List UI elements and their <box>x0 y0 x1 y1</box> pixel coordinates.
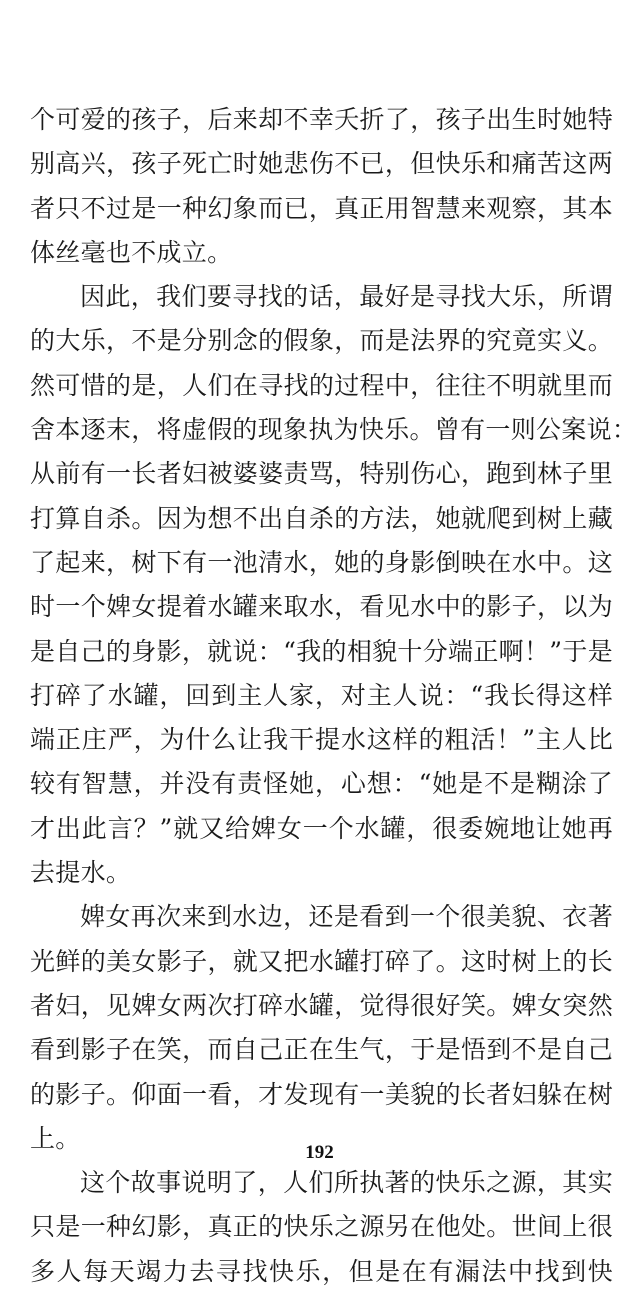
text-line: 舍本逐末，将虚假的现象执为快乐。曾有一则公案说： <box>30 415 638 445</box>
text-line: 看到影子在笑，而自己正在生气，于是悟到不是自己 <box>30 1035 613 1065</box>
text-line: 是自己的身影，就说：“我的相貌十分端正啊！”于是 <box>30 636 613 666</box>
text-line: 这个故事说明了，人们所执著的快乐之源，其实 <box>80 1168 613 1198</box>
text-line: 时一个婢女提着水罐来取水，看见水中的影子，以为 <box>30 592 613 622</box>
text-line: 者只不过是一种幻象而已，真正用智慧来观察，其本 <box>30 193 613 223</box>
text-line: 较有智慧，并没有责怪她，心想：“她是不是糊涂了 <box>30 769 613 799</box>
text-line: 多人每天竭力去寻找快乐，但是在有漏法中找到快 <box>30 1256 613 1286</box>
text-line: 打算自杀。因为想不出自杀的方法，她就爬到树上藏 <box>30 503 613 533</box>
text-line: 然可惜的是，人们在寻找的过程中，往往不明就里而 <box>30 370 613 400</box>
text-line: 端正庄严，为什么让我干提水这样的粗活！”主人比 <box>30 725 613 755</box>
text-line: 光鲜的美女影子，就又把水罐打碎了。这时树上的长 <box>30 946 613 976</box>
text-line: 体丝毫也不成立。 <box>30 237 233 267</box>
text-line: 因此，我们要寻找的话，最好是寻找大乐，所谓 <box>80 282 613 312</box>
page-number: 192 <box>305 1142 334 1163</box>
text-line: 上。 <box>30 1123 81 1153</box>
text-line: 的影子。仰面一看，才发现有一美貌的长者妇躲在树 <box>30 1079 613 1109</box>
text-line: 才出此言？”就又给婢女一个水罐，很委婉地让她再 <box>30 813 613 843</box>
text-line: 个可爱的孩子，后来却不幸夭折了，孩子出生时她特 <box>30 105 613 134</box>
text-line: 婢女再次来到水边，还是看到一个很美貌、衣著 <box>80 902 613 932</box>
page-body <box>30 98 638 1294</box>
text-line: 去提水。 <box>30 858 132 888</box>
text-line: 打碎了水罐，回到主人家，对主人说：“我长得这样 <box>30 680 613 710</box>
text-line: 别高兴，孩子死亡时她悲伤不已，但快乐和痛苦这两 <box>30 149 613 179</box>
text-line: 了起来，树下有一池清水，她的身影倒映在水中。这 <box>30 547 613 577</box>
text-line: 只是一种幻影，真正的快乐之源另在他处。世间上很 <box>30 1212 613 1242</box>
text-line: 的大乐，不是分别念的假象，而是法界的究竟实义。 <box>30 326 613 356</box>
text-line: 者妇，见婢女两次打碎水罐，觉得很好笑。婢女突然 <box>30 990 613 1020</box>
text-line: 从前有一长者妇被婆婆责骂，特别伤心，跑到林子里 <box>30 459 613 489</box>
